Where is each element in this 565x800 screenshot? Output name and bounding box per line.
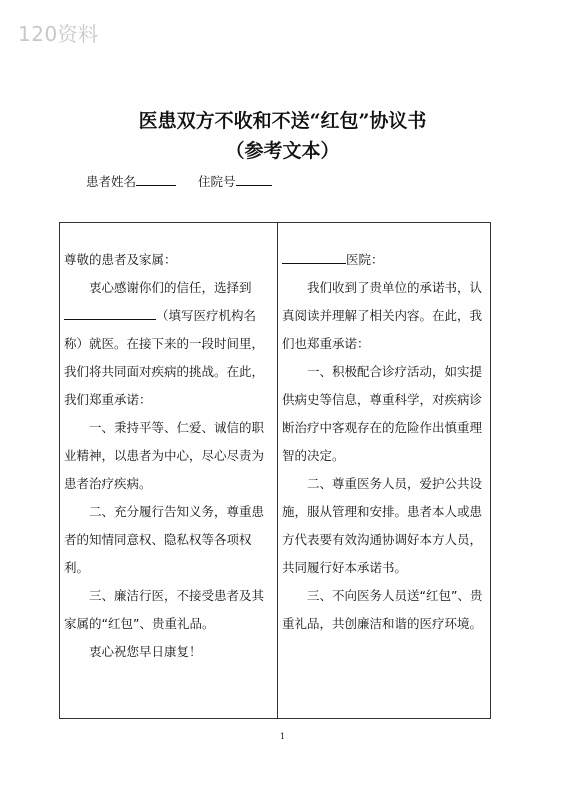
document-subtitle: （参考文本） [225,140,340,162]
right-item-3: 三、不向医务人员送“红包”、贵重礼品，共创廉洁和谐的医疗环境。 [282,588,483,631]
right-greeting [282,246,487,274]
column-divider [277,222,278,719]
patient-info-line [86,172,272,190]
hospital-name-blank [282,250,346,264]
left-greeting: 尊敬的患者及家属： [64,252,177,267]
institution-name-blank [64,306,156,320]
left-item-3: 三、廉洁行医，不接受患者及其家属的“红包”、贵重礼品。 [64,588,265,631]
right-item-1: 一、积极配合诊疗活动，如实提供病史等信息，尊重科学，对疾病诊断治疗中客观存在的危险作出慎重理智的决定。 [282,364,483,463]
right-item-2: 二、尊重医务人员，爱护公共设施，服从管理和安排。患者本人或患方代表要有效沟通协调好本方人员，共同履行好本承诺书。 [282,476,483,575]
right-intro: 我们收到了贵单位的承诺书，认真阅读并理解了相关内容。在此，我们也郑重承诺： [282,280,483,351]
document-title: 医患双方不收和不送“红包”协议书 [138,110,427,132]
left-item-2: 二、充分履行告知义务，尊重患者的知情同意权、隐私权等各项权利。 [64,504,265,575]
patient-name-blank [136,174,176,186]
inpatient-number-label: 住院号 [198,174,236,189]
left-intro-2 [64,302,272,414]
right-greeting-text: 医院： [346,252,384,267]
left-intro-2-text: （填写医疗机构名称）就医。在接下来的一段时间里，我们将共同面对疾病的挑战。在此，我们郑重承诺： [64,308,265,407]
left-closing: 衷心祝您早日康复！ [89,644,202,659]
inpatient-number-blank [236,174,272,186]
left-item-1: 一、秉持平等、仁爱、诚信的职业精神，以患者为中心，尽心尽责为患者治疗疾病。 [64,420,265,491]
page-number: 1 [279,732,286,741]
watermark: 120资料 [18,22,99,46]
left-intro-1: 衷心感谢你们的信任，选择到 [89,280,252,295]
patient-name-label: 患者姓名 [86,174,137,189]
hospital-commitment-column [64,246,272,666]
patient-commitment-column [282,246,487,638]
